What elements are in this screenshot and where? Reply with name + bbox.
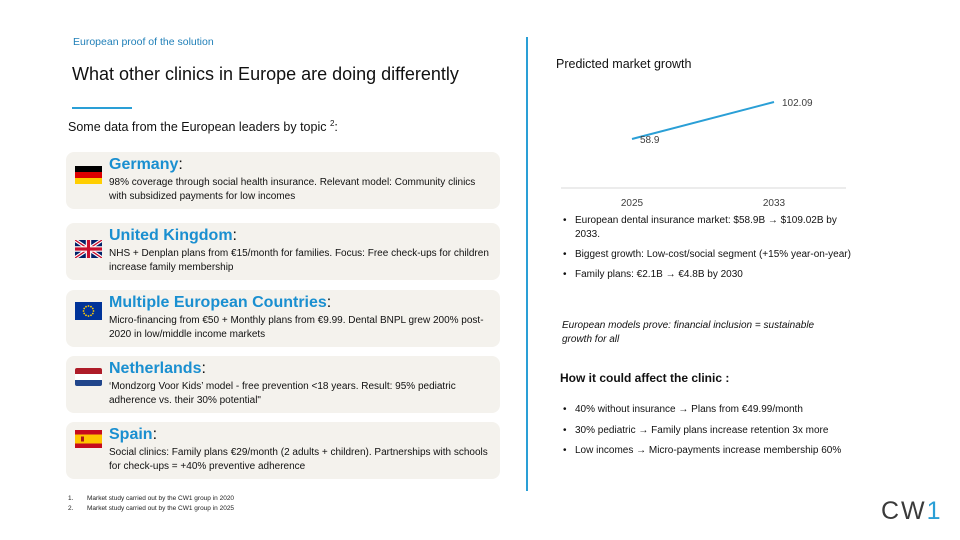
subtitle-footnote-ref: 2	[329, 119, 335, 128]
section-kicker: European proof of the solution	[73, 36, 214, 48]
list-item: • Low incomes → Micro-payments increase membership 60%	[561, 444, 891, 458]
list-item: • 40% without insurance → Plans from €49.99/month	[561, 403, 891, 417]
footnote: 2. Market study carried out by the CW1 group in 2025	[68, 505, 235, 512]
data-label: 58.9	[640, 135, 660, 146]
eu-flag-icon	[75, 302, 102, 320]
effect-heading: How it could affect the clinic :	[560, 371, 730, 385]
conclusion-text: European models prove: financial inclusion = sustainable growth for all	[562, 320, 815, 345]
subtitle-text: Some data from the European leaders by topic	[68, 120, 327, 135]
country-name: United Kingdom:	[109, 227, 237, 244]
country-name: Spain:	[109, 426, 158, 443]
x-tick-label: 2033	[762, 198, 786, 209]
chart-title: Predicted market growth	[556, 57, 692, 71]
country-description: 98% coverage through social health insurance. Relevant model: Community clinics with subsidized payments for low incomes	[109, 177, 476, 202]
germany-flag-icon	[75, 166, 102, 184]
netherlands-flag-icon	[75, 368, 102, 386]
data-label: 102.09	[782, 98, 813, 109]
list-item: • Family plans: €2.1B → €4.8B by 2030	[561, 268, 851, 282]
page-title: What other clinics in Europe are doing differently	[72, 64, 459, 84]
country-card-netherlands	[66, 356, 500, 413]
list-item: • European dental insurance market: $58.9B → $109.02B by 2033.	[561, 214, 851, 242]
country-description: NHS + Denplan plans from €15/month for families. Focus: Free check-ups for children increase family membership	[109, 248, 489, 273]
country-description: Micro-financing from €50 + Monthly plans from €9.99. Dental BNPL grew 200% post-2020 in low/middle income markets	[109, 315, 484, 340]
footnotes	[68, 494, 234, 514]
list-item: • 30% pediatric → Family plans increase retention 3x more	[561, 424, 891, 438]
country-description: ‘Mondzorg Voor Kids’ model - free prevention <18 years. Result: 95% pediatric adherence vs. their 30% potential"	[109, 381, 456, 406]
subtitle-suffix: :	[334, 120, 338, 135]
title-underline	[72, 107, 132, 109]
effect-bullet-list	[561, 403, 891, 465]
spain-flag-icon	[75, 430, 102, 448]
page-subtitle	[68, 119, 338, 134]
market-bullet-list	[561, 214, 851, 288]
country-card-germany	[66, 152, 500, 209]
country-card-united-kingdom	[66, 223, 500, 280]
country-name: Germany:	[109, 156, 183, 173]
country-card-spain	[66, 422, 500, 479]
country-description: Social clinics: Family plans €29/month (2 adults + children). Partnerships with schools for check-ups = +40% preventive adherence	[109, 447, 488, 472]
series-line	[632, 102, 774, 139]
cw1-logo: CW1	[881, 497, 943, 525]
list-item: • Biggest growth: Low-cost/social segment (+15% year-on-year)	[561, 248, 851, 262]
x-tick-label: 2025	[620, 198, 644, 209]
vertical-divider	[526, 37, 528, 491]
country-card-multiple-european	[66, 290, 500, 347]
country-name: Multiple European Countries:	[109, 294, 332, 311]
uk-flag-icon	[75, 240, 102, 258]
country-name: Netherlands:	[109, 360, 206, 377]
footnote: 1. Market study carried out by the CW1 group in 2020	[68, 495, 235, 502]
market-growth-chart	[556, 85, 856, 215]
